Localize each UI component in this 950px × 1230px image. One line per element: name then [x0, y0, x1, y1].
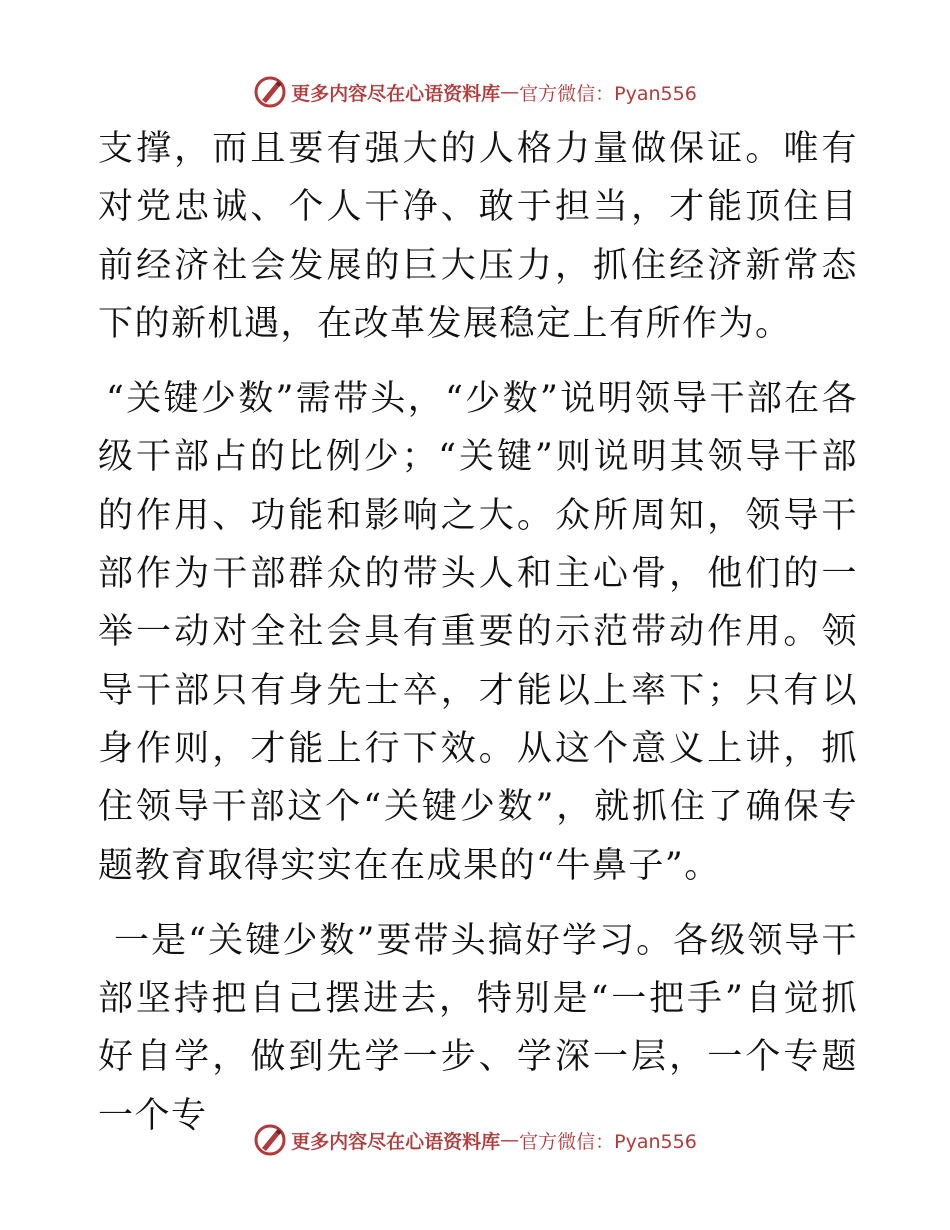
paragraph-2: “关键少数”需带头，“少数”说明领导干部在各级干部占的比例少；“关键”则说明其领导干部的作用、功能和影响之大。众所周知，领导干部作为干部群众的带头人和主心骨，他们的一举一动对全社会具有重要的示范带动作用。领导干部只有身先士卒，才能以上率下；只有以身作则，才能上行下效。从这个意义上讲，抓住领导干部这个“关键少数”，就抓住了确保专题教育取得实实在在成果的“牛鼻子”。: [98, 379, 858, 886]
pen-logo-icon: [253, 1123, 287, 1157]
header-dash: —: [500, 81, 520, 103]
document-body: [98, 120, 858, 1145]
paragraph-3: 一是“关键少数”要带头搞好学习。各级领导干部坚持把自己摆进去，特别是“一把手”自觉抓好自学，做到先学一步、学深一层，一个专题一个专: [98, 920, 858, 1136]
pen-logo-icon: [253, 75, 287, 109]
paragraph-1: 支撑，而且要有强大的人格力量做保证。唯有对党忠诚、个人干净、敢于担当，才能顶住目前经济社会发展的巨大压力，抓住经济新常态下的新机遇，在改革发展稳定上有所作为。: [98, 129, 858, 344]
footer-banner: [0, 1120, 950, 1160]
footer-wechat: 官方微信：Pyan556: [519, 1130, 697, 1153]
header-wechat: 官方微信：Pyan556: [519, 82, 697, 105]
footer-site-name: 更多内容尽在心语资料库: [291, 1130, 501, 1153]
footer-dash: —: [500, 1129, 520, 1151]
header-site-name: 更多内容尽在心语资料库: [291, 82, 501, 105]
header-banner: [0, 72, 950, 112]
